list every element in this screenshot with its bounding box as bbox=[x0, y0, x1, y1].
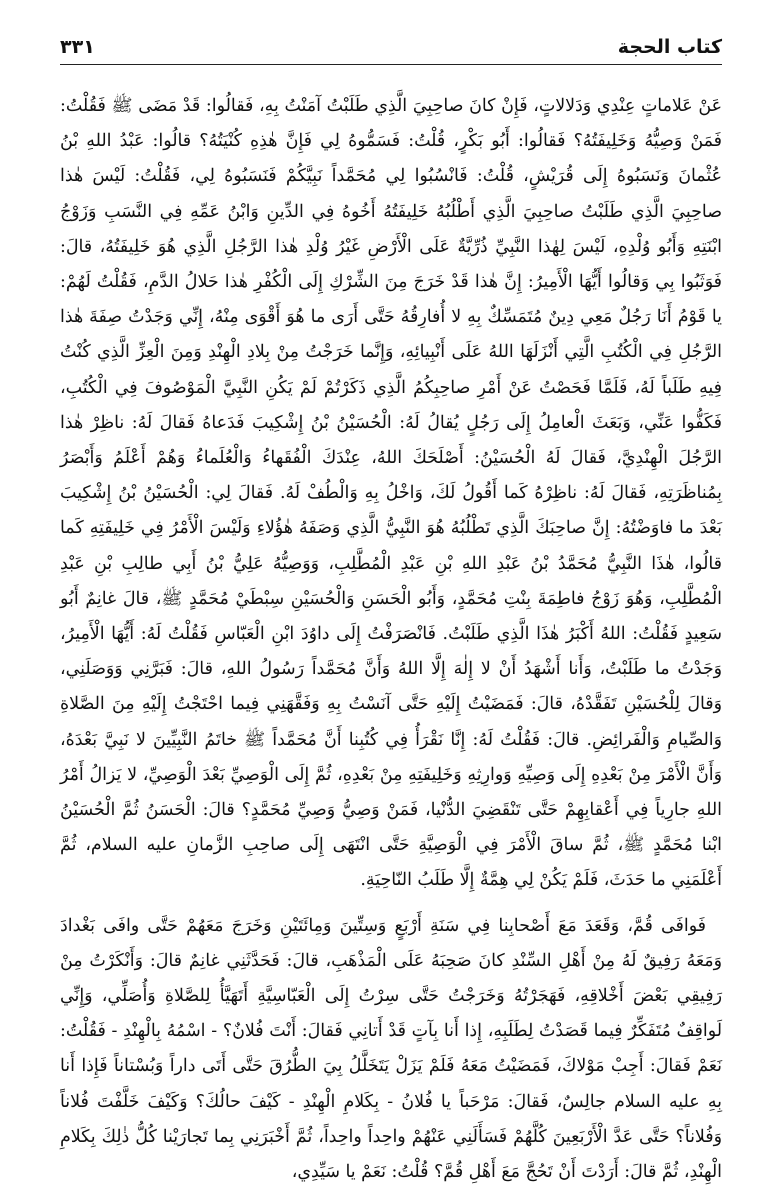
page-body bbox=[60, 89, 722, 1190]
page-number: ٣٣١ bbox=[60, 36, 95, 58]
book-title: كتاب الحجة bbox=[617, 36, 722, 58]
paragraph: فَوافَى قُمَّ، وَقَعَدَ مَعَ أَصْحابِنا فِي سَنَةِ أَرْبَعٍ وَسِتِّينَ وَمِائَتَيْنِ وَخَرَجَ مَعَهُمْ حَتَّى وافَى بَغْدادَ وَمَعَهُ رَفِيقٌ لَهُ مِنْ أَهْلِ السِّنْدِ كانَ صَحِبَهُ عَلَى الْمَذْهَبِ، قالَ: فَحَدَّثَنِي غانِمٌ قالَ: وَأَنْكَرْتُ مِنْ رَفِيقِي بَعْضَ أَخْلاقِهِ، فَهَجَرْتُهُ وَخَرَجْتُ حَتَّى سِرْتُ إِلَى الْعَبّاسِيَّةِ أَتَهَيَّأُ لِلصَّلاةِ وَأُصَلِّي، وَإِنِّي لَواقِفٌ مُتَفَكِّرٌ فِيما قَصَدْتُ لِطَلَبِهِ، إِذا أَنا بِآتٍ قَدْ أَتانِي فَقالَ: أَنْتَ فُلانٌ؟ - اسْمُهُ بِالْهِنْدِ - فَقُلْتُ: نَعَمْ فَقالَ: أَجِبْ مَوْلاكَ، فَمَضَيْتُ مَعَهُ فَلَمْ يَزَلْ يَتَخَلَّلُ بِيَ الطُّرُقَ حَتَّى أَتَى داراً وَبُسْتاناً فَإِذا أَنا بِهِ عليه السلام جالِسٌ، فَقالَ: مَرْحَباً يا فُلانُ - بِكَلامِ الْهِنْدِ - كَيْفَ حالُكَ؟ وَكَيْفَ خَلَّفْتَ فُلاناً وَفُلاناً؟ حَتَّى عَدَّ الْأَرْبَعِينَ كُلَّهُمْ فَسَأَلَنِي عَنْهُمْ واحِداً واحِداً، ثُمَّ أَخْبَرَنِي بِما تَجارَيْنا كُلُّ ذٰلِكَ بِكَلامِ الْهِنْدِ، ثُمَّ قالَ: أَرَدْتَ أَنْ تَحُجَّ مَعَ أَهْلِ قُمَّ؟ قُلْتُ: نَعَمْ يا سَيِّدِي، bbox=[60, 915, 722, 1183]
running-header bbox=[60, 30, 722, 65]
paragraph: عَنْ عَلاماتٍ عِنْدِي وَدَلالاتٍ، فَإِنْ كانَ صاحِبِيَ الَّذِي طَلَبْتُ آمَنْتُ بِهِ، فَقالُوا: قَدْ مَضَى ﷺ فَقُلْتُ: فَمَنْ وَصِيُّهُ وَخَلِيفَتُهُ؟ فَقالُوا: أَبُو بَكْرٍ، قُلْتُ: فَسَمُّوهُ لِي فَإِنَّ هٰذِهِ كُنْيَتُهُ؟ قالُوا: عَبْدُ اللهِ بْنُ عُثْمانَ وَنَسَبُوهُ إِلَى قُرَيْشٍ، قُلْتُ: فَانْسُبُوا لِي مُحَمَّداً نَبِيَّكُمْ فَنَسَبُوهُ لِي، فَقُلْتُ: لَيْسَ هٰذا صاحِبِيَ الَّذِي طَلَبْتُ صاحِبِيَ الَّذِي أَطْلُبُهُ خَلِيفَتُهُ أَخُوهُ فِي الدِّينِ وَابْنُ عَمِّهِ فِي النَّسَبِ وَزَوْجُ ابْنَتِهِ وَأَبُو وُلْدِهِ، لَيْسَ لِهٰذا النَّبِيِّ ذُرِّيَّةٌ عَلَى الْأَرْضِ غَيْرُ وُلْدِ هٰذا الرَّجُلِ الَّذِي هُوَ خَلِيفَتُهُ، قالَ: فَوَثَبُوا بِي وَقالُوا أَيُّهَا الْأَمِيرُ: إِنَّ هٰذا قَدْ خَرَجَ مِنَ الشِّرْكِ إِلَى الْكُفْرِ هٰذا حَلالُ الدَّمِ، فَقُلْتُ لَهُمْ: يا قَوْمُ أَنَا رَجُلٌ مَعِي دِينٌ مُتَمَسِّكٌ بِهِ لا أُفارِقُهُ حَتَّى أَرَى ما هُوَ أَقْوَى مِنْهُ، إِنِّي وَجَدْتُ صِفَةَ هٰذا الرَّجُلِ فِي الْكُتُبِ الَّتِي أَنْزَلَهَا اللهُ عَلَى أَنْبِيائِهِ، وَإِنَّما خَرَجْتُ مِنْ بِلادِ الْهِنْدِ وَمِنَ الْعِزِّ الَّذِي كُنْتُ فِيهِ طَلَباً لَهُ، فَلَمَّا فَحَصْتُ عَنْ أَمْرِ صاحِبِكُمُ الَّذِي ذَكَرْتُمْ لَمْ يَكُنِ النَّبِيَّ الْمَوْصُوفَ فِي الْكُتُبِ، فَكَفُّوا عَنِّي، وَبَعَثَ الْعامِلُ إِلَى رَجُلٍ يُقالُ لَهُ: الْحُسَيْنُ بْنُ إِشْكِيبَ فَدَعاهُ فَقالَ لَهُ: ناظِرْ هٰذا الرَّجُلَ الْهِنْدِيَّ، فَقالَ لَهُ الْحُسَيْنُ: أَصْلَحَكَ اللهُ، عِنْدَكَ الْفُقَهاءُ وَالْعُلَماءُ وَهُمْ أَعْلَمُ وَأَبْصَرُ بِمُناظَرَتِهِ، فَقالَ لَهُ: ناظِرْهُ كَما أَقُولُ لَكَ، وَاخْلُ بِهِ وَالْطُفْ لَهُ. فَقالَ لِي: الْحُسَيْنُ بْنُ إِشْكِيبَ بَعْدَ ما فاوَضْتُهُ: إِنَّ صاحِبَكَ الَّذِي تَطْلُبُهُ هُوَ النَّبِيُّ الَّذِي وَصَفَهُ هٰؤُلاءِ وَلَيْسَ الْأَمْرُ فِي خَلِيفَتِهِ كَما قالُوا، هٰذَا النَّبِيُّ مُحَمَّدُ بْنُ عَبْدِ اللهِ بْنِ عَبْدِ الْمُطَّلِبِ، وَوَصِيُّهُ عَلِيُّ بْنُ أَبِي طالِبِ بْنِ عَبْدِ الْمُطَّلِبِ، وَهُوَ زَوْجُ فاطِمَةَ بِنْتِ مُحَمَّدٍ، وَأَبُو الْحَسَنِ وَالْحُسَيْنِ سِبْطَيْ مُحَمَّدٍ ﷺ، قالَ غانِمٌ أَبُو سَعِيدٍ فَقُلْتُ: اللهُ أَكْبَرُ هٰذَا الَّذِي طَلَبْتُ. فَانْصَرَفْتُ إِلَى داوُدَ ابْنِ الْعَبّاسِ فَقُلْتُ لَهُ: أَيُّهَا الْأَمِيرُ، وَجَدْتُ ما طَلَبْتُ، وَأَنا أَشْهَدُ أَنْ لا إِلٰهَ إِلَّا اللهُ وَأَنَّ مُحَمَّداً رَسُولُ اللهِ، قالَ: فَبَرَّنِي وَوَصَلَنِي، وَقالَ لِلْحُسَيْنِ تَفَقَّدْهُ، قالَ: فَمَضَيْتُ إِلَيْهِ حَتَّى آنَسْتُ بِهِ وَفَقَّهَنِي فِيما احْتَجْتُ إِلَيْهِ مِنَ الصَّلاةِ وَالصِّيامِ وَالْفَرائِضِ. قالَ: فَقُلْتُ لَهُ: إِنَّا نَقْرَأُ فِي كُتُبِنا أَنَّ مُحَمَّداً ﷺ خاتَمُ النَّبِيِّينَ لا نَبِيَّ بَعْدَهُ، وَأَنَّ الْأَمْرَ مِنْ بَعْدِهِ إِلَى وَصِيِّهِ وَوارِثِهِ وَخَلِيفَتِهِ مِنْ بَعْدِهِ، ثُمَّ إِلَى الْوَصِيِّ بَعْدَ الْوَصِيِّ، لا يَزالُ أَمْرُ اللهِ جارِياً فِي أَعْقابِهِمْ حَتَّى تَنْقَضِيَ الدُّنْيا، فَمَنْ وَصِيُّ وَصِيِّ مُحَمَّدٍ؟ قالَ: الْحَسَنُ ثُمَّ الْحُسَيْنُ ابْنا مُحَمَّدٍ ﷺ، ثُمَّ ساقَ الْأَمْرَ فِي الْوَصِيَّةِ حَتَّى انْتَهَى إِلَى صاحِبِ الزَّمانِ عليه السلام، ثُمَّ أَعْلَمَنِي ما حَدَثَ، فَلَمْ يَكُنْ لِي هِمَّةٌ إِلَّا طَلَبُ النّاحِيَةِ. bbox=[60, 96, 722, 891]
